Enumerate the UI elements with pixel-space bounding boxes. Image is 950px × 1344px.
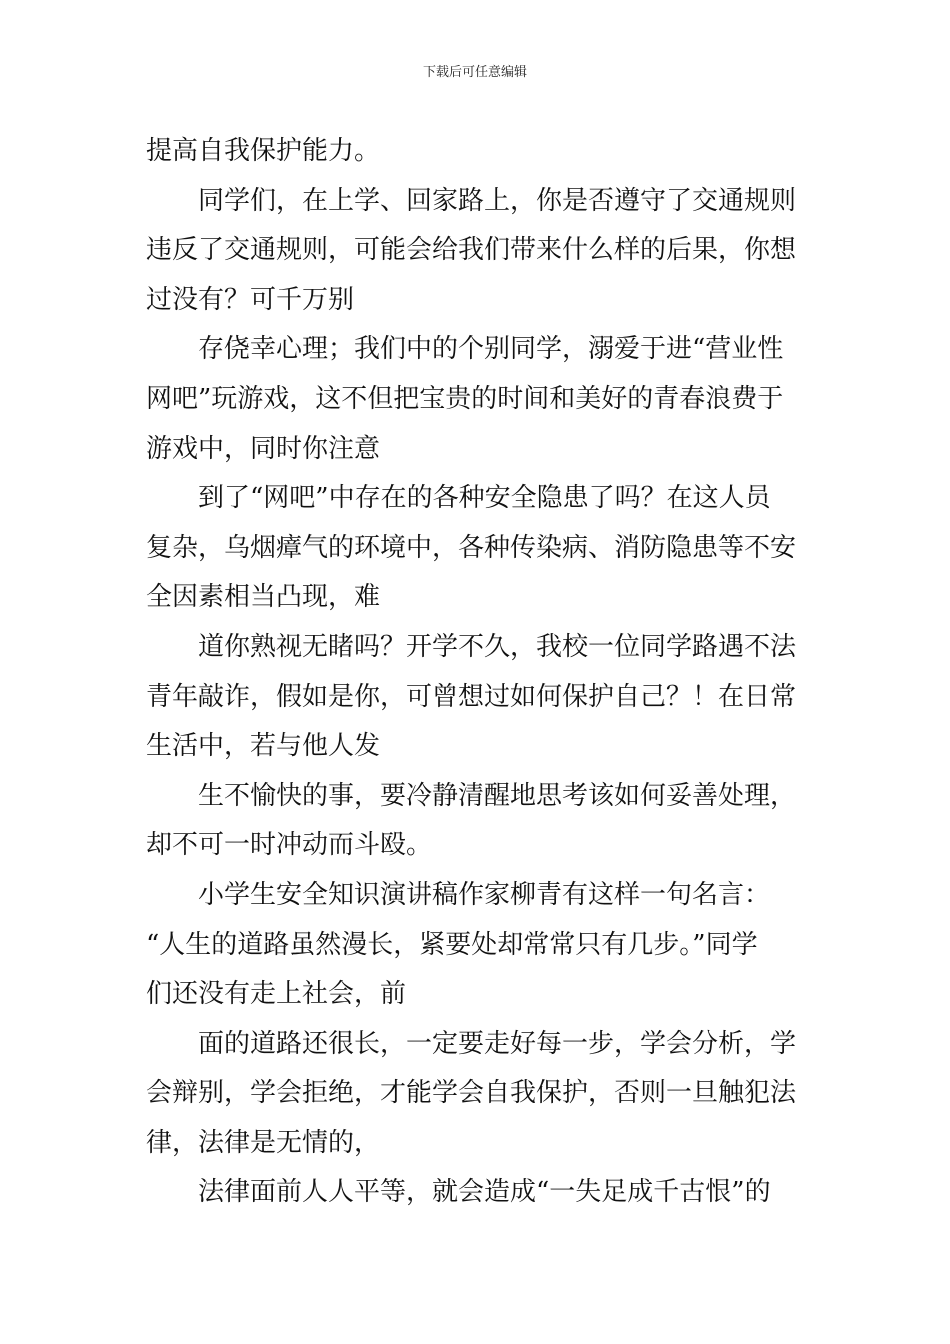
paragraph: [146, 772, 814, 871]
text-line: 同学们，在上学、回家路上，你是否遵守了交通规则: [198, 185, 797, 216]
text-line: 网吧”玩游戏，这不但把宝贵的时间和美好的青春浪费于: [146, 383, 784, 414]
paragraph: [146, 127, 814, 177]
text-line: 生活中，若与他人发: [146, 731, 381, 762]
text-line: 生不愉快的事，要冷静清醒地思考该如何妥善处理，: [198, 780, 797, 811]
text-line: 们还没有走上社会，前: [146, 979, 407, 1010]
text-line: 小学生安全知识演讲稿作家柳青有这样一句名言：: [198, 879, 771, 910]
text-line: 会辩别，学会拒绝，才能学会自我保护，否则一旦触犯法: [146, 1078, 797, 1109]
paragraph: [146, 177, 814, 326]
text-line: 法律面前人人平等，就会造成“一失足成千古恨”的: [198, 1177, 771, 1208]
text-line: 面的道路还很长，一定要走好每一步，学会分析，学: [198, 1028, 797, 1059]
text-line: 提高自我保护能力。: [146, 136, 381, 166]
text-line: 道你熟视无睹吗？开学不久，我校一位同学路遇不法: [198, 631, 797, 662]
text-line: 青年敲诈，假如是你，可曾想过如何保护自己？！在日常: [146, 681, 797, 712]
text-line: 过没有？可千万别: [146, 284, 355, 315]
paragraph: [146, 1168, 814, 1218]
paragraph: [146, 325, 814, 474]
text-line: 律，法律是无情的，: [146, 1127, 381, 1158]
paragraph: [146, 474, 814, 623]
text-line: 存侥幸心理；我们中的个别同学，溺爱于进“营业性: [198, 334, 784, 365]
text-line: 违反了交通规则，可能会给我们带来什么样的后果，你想: [146, 235, 797, 266]
text-line: 游戏中，同时你注意: [146, 433, 381, 464]
text-line: “人生的道路虽然漫长，紧要处却常常只有几步。”同学: [146, 929, 758, 960]
paragraph: [146, 871, 814, 1020]
paragraph: [146, 623, 814, 772]
text-line: 却不可一时冲动而斗殴。: [146, 830, 433, 861]
paragraph: [146, 1020, 814, 1169]
page-header: 下载后可任意编辑: [422, 65, 527, 80]
document-body: [146, 127, 814, 1218]
text-line: 复杂，乌烟瘴气的环境中，各种传染病、消防隐患等不安: [146, 532, 797, 563]
text-line: 到了“网吧”中存在的各种安全隐患了吗？在这人员: [198, 483, 771, 514]
text-line: 全因素相当凸现，难: [146, 582, 381, 613]
